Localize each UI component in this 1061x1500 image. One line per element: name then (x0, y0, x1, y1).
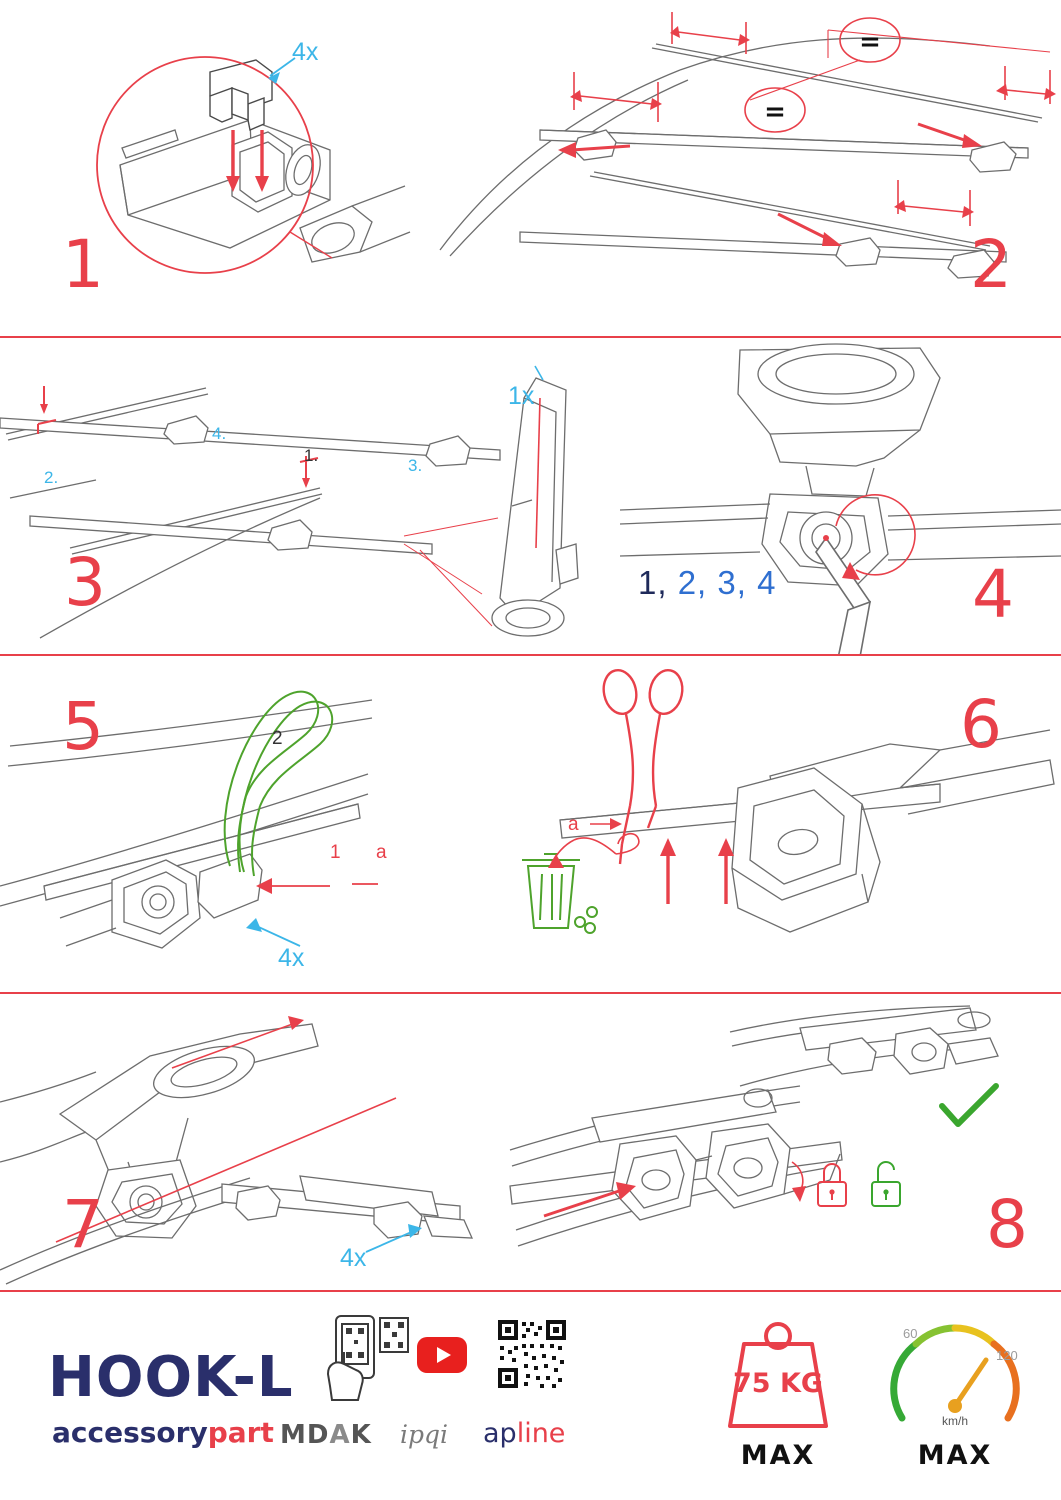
step-5-callout-1: 1 (330, 842, 341, 863)
seq-4: 4 (757, 564, 777, 601)
speed-tick-max: 120 (996, 1348, 1018, 1363)
svg-text:=: = (764, 97, 786, 127)
qr-code-icon[interactable] (496, 1318, 568, 1390)
step-3-order-3: 3. (408, 456, 423, 475)
ipqi-logo: ipqi (400, 1420, 448, 1449)
footer (0, 1290, 1061, 1500)
step-4-number: 4 (972, 556, 1014, 633)
panel-step-2 (430, 0, 1061, 336)
step-1-number: 1 (62, 226, 104, 303)
step-7-number: 7 (62, 1186, 104, 1263)
panel-step-1 (0, 0, 430, 336)
panel-step-4 (620, 338, 1061, 654)
accessory-text: accessory (52, 1416, 208, 1449)
step-3-order-2: 2. (44, 468, 59, 487)
seq-2: 2, (677, 564, 708, 601)
max-weight-value: 75 KG (732, 1368, 824, 1399)
qr-scan-icon (322, 1312, 412, 1408)
step-3-order-1: 1. (304, 446, 319, 465)
mdak-text-c: K (350, 1420, 372, 1450)
mdak-text-b: A (329, 1420, 351, 1450)
apline-logo (483, 1418, 565, 1449)
speed-tick-min: 60 (903, 1326, 918, 1341)
mdak-text-a: MD (280, 1420, 330, 1450)
speed-unit: km/h (941, 1414, 968, 1428)
step-6-callout-a: a (568, 814, 579, 835)
step-5-quantity: 4x (278, 944, 305, 972)
step-2-illustration (430, 0, 1061, 336)
step-6-number: 6 (960, 686, 1002, 763)
step-3-number: 3 (64, 544, 106, 621)
step-3-order-4: 4. (212, 424, 227, 443)
panel-step-5 (0, 656, 470, 990)
step-1-quantity: 4x (292, 38, 319, 66)
panel-step-8 (500, 994, 1061, 1290)
step-2-number: 2 (970, 226, 1012, 303)
panel-step-6 (470, 656, 1061, 990)
step-4-sequence (638, 564, 776, 602)
max-weight-label: MAX (740, 1440, 816, 1471)
part-text: part (207, 1416, 274, 1449)
step-3-quantity: 1x (508, 382, 535, 410)
panel-step-3 (0, 338, 620, 654)
seq-1: 1, (638, 564, 668, 601)
step-7-quantity: 4x (340, 1244, 367, 1272)
check-icon (942, 1086, 996, 1124)
svg-text:=: = (859, 27, 881, 57)
step-8-illustration (500, 994, 1061, 1290)
youtube-icon[interactable] (416, 1336, 468, 1374)
apline-text-a: ap (483, 1418, 517, 1449)
step-5-callout-2: 2 (272, 728, 283, 749)
step-5-number: 5 (62, 688, 104, 765)
seq-3: 3, (717, 564, 747, 601)
max-speed-label: MAX (917, 1440, 993, 1471)
step-5-callout-a: a (376, 842, 387, 863)
brand-title: HOOK-L (48, 1345, 294, 1410)
step-8-number: 8 (986, 1186, 1028, 1263)
apline-text-b: line (516, 1418, 566, 1449)
mdak-logo (280, 1420, 372, 1450)
panel-step-7 (0, 994, 500, 1290)
accessory-part-logo (52, 1416, 274, 1449)
